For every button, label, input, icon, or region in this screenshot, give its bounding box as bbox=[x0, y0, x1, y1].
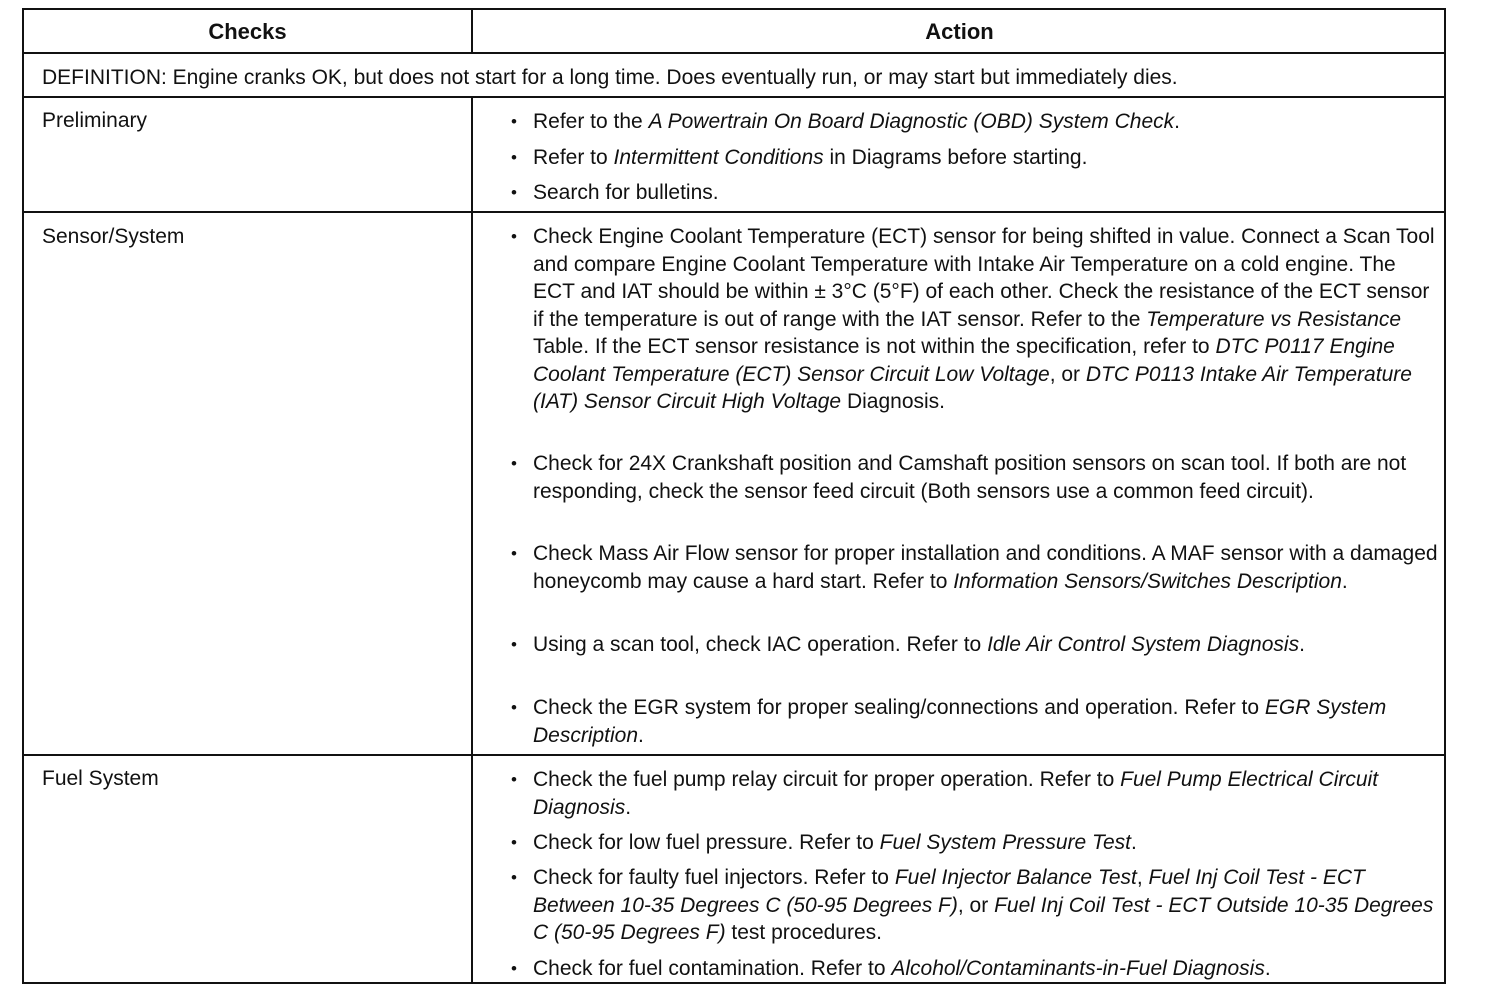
action-item: • Refer to the A Powertrain On Board Diagnostic (OBD) System Check. bbox=[511, 108, 1443, 136]
action-item: • Check for 24X Crankshaft position and Camshaft position sensors on scan tool. If both are not responding, check the sensor feed circuit (Both sensors use a common feed circuit). bbox=[511, 450, 1443, 505]
action-item: • Check for faulty fuel injectors. Refer to Fuel Injector Balance Test, Fuel Inj Coil Test - ECT Between 10-35 Degrees C (50-95 Degrees F), or Fuel Inj Coil Test - ECT Outside 10-35 Degrees C (50-95 Degrees F) test procedures. bbox=[511, 864, 1443, 947]
check-sensor-system: Sensor/System bbox=[42, 225, 185, 248]
check-fuel-system: Fuel System bbox=[42, 767, 159, 790]
check-preliminary: Preliminary bbox=[42, 109, 148, 132]
action-item: • Check the fuel pump relay circuit for proper operation. Refer to Fuel Pump Electrical Circuit Diagnosis. bbox=[511, 766, 1443, 821]
action-item: • Check the EGR system for proper sealing/connections and operation. Refer to EGR System Description. bbox=[511, 694, 1443, 749]
preliminary-divider bbox=[24, 211, 1444, 213]
action-item: • Check for low fuel pressure. Refer to Fuel System Pressure Test. bbox=[511, 829, 1443, 857]
definition-text: DEFINITION: Engine cranks OK, but does not start for a long time. Does eventually run, or may start but immediately dies. bbox=[42, 66, 1178, 89]
definition-divider bbox=[24, 96, 1444, 98]
header-divider bbox=[24, 52, 1444, 54]
column-divider bbox=[471, 96, 473, 982]
action-item: • Check for fuel contamination. Refer to Alcohol/Contaminants-in-Fuel Diagnosis. bbox=[511, 955, 1443, 983]
action-item: • Check Mass Air Flow sensor for proper installation and conditions. A MAF sensor with a damaged honeycomb may cause a hard start. Refer to Information Sensors/Switches Description. bbox=[511, 540, 1443, 595]
header-action: Action bbox=[925, 19, 994, 44]
action-item: • Search for bulletins. bbox=[511, 179, 1443, 207]
header-checks: Checks bbox=[208, 19, 287, 44]
diagnostic-table bbox=[22, 8, 1446, 984]
action-item: • Using a scan tool, check IAC operation. Refer to Idle Air Control System Diagnosis. bbox=[511, 631, 1443, 659]
sensor-system-divider bbox=[24, 754, 1444, 756]
action-item: • Check Engine Coolant Temperature (ECT) sensor for being shifted in value. Connect a Scan Tool and compare Engine Coolant Temperature with Intake Air Temperature on a cold engine. The ECT and IAT should be within ± 3°C (5°F) of each other. Check the resistance of the ECT sensor if the temperature is out of range with the IAT sensor. Refer to the Temperature vs Resistance Table. If the ECT sensor resistance is not within the specification, refer to DTC P0117 Engine Coolant Temperature (ECT) Sensor Circuit Low Voltage, or DTC P0113 Intake Air Temperature (IAT) Sensor Circuit High Voltage Diagnosis. bbox=[511, 223, 1443, 416]
action-item: • Refer to Intermittent Conditions in Diagrams before starting. bbox=[511, 144, 1443, 172]
